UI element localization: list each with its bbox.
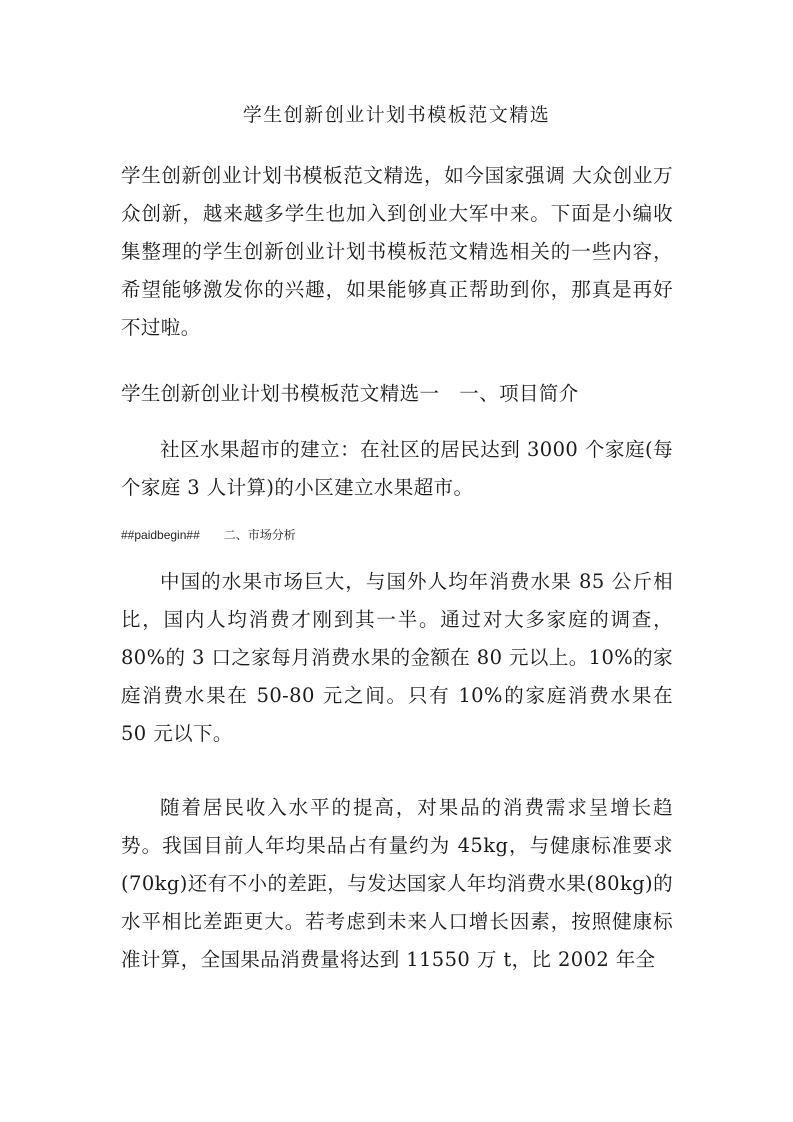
market-analysis-heading: 二、市场分析 [223, 528, 296, 542]
paid-marker: ##paidbegin## [121, 528, 200, 542]
intro-paragraph: 学生创新创业计划书模板范文精选，如今国家强调 大众创业万众创新，越来越多学生也加入到创业大军中来。下面是小编收集整理的学生创新创业计划书模板范文精选相关的一些内容，希望能够激发你的兴趣，如果能够真正帮助到你，那真是再好不过啦。 [121, 164, 673, 339]
project-intro-paragraph: 社区水果超市的建立：在社区的居民达到 3000 个家庭(每个家庭 3 人计算)的小区建立水果超市。 [121, 438, 673, 499]
document-title: 学生创新创业计划书模板范文精选 [242, 104, 551, 126]
market-paragraph-2: 随着居民收入水平的提高，对果品的消费需求呈增长趋势。我国目前人年均果品占有量约为 45kg，与健康标准要求(70kg)还有不小的差距，与发达国家人年均消费水果(80kg)的水平相比差距更大。若考虑到未来人口增长因素，按照健康标准计算，全国果品消费量将达到 11550 万 t，比 2002 年全 [121, 796, 673, 971]
section-heading: 学生创新创业计划书模板范文精选一 一、项目简介 [121, 382, 579, 405]
market-heading-line [121, 526, 673, 544]
market-paragraph-1: 中国的水果市场巨大，与国外人均年消费水果 85 公斤相比，国内人均消费才刚到其一半。通过对大多家庭的调查，80%的 3 口之家每月消费水果的金额在 80 元以上。10%的家庭消费水果在 50-80 元之间。只有 10%的家庭消费水果在 50 元以下。 [121, 570, 673, 745]
